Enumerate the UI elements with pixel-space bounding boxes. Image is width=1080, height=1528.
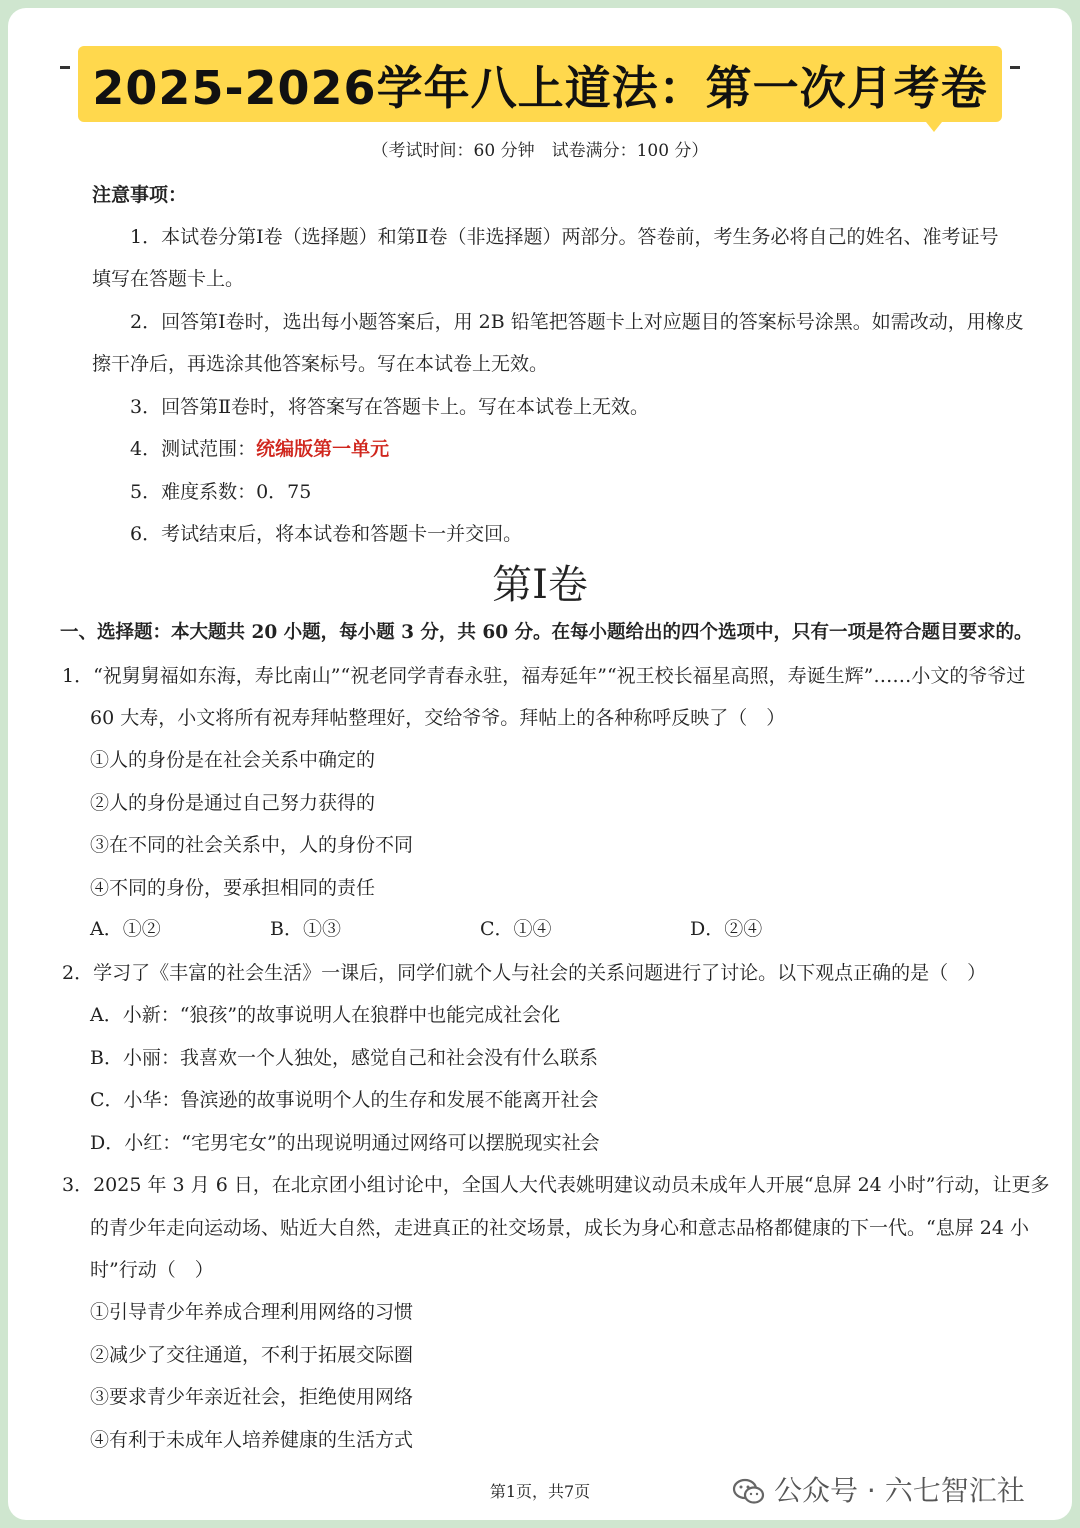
watermark bbox=[732, 1469, 1025, 1509]
q1-option-a: A．①② bbox=[90, 918, 161, 940]
wechat-icon bbox=[732, 1478, 766, 1506]
q1-stem-line-1: 1．“祝舅舅福如东海，寿比南山”“祝老同学青春永驻，福寿延年”“祝王校长福星高照，寿诞生辉”……小文的爷爷过 bbox=[62, 665, 1026, 687]
q2-option-d: D．小红：“宅男宅女”的出现说明通过网络可以摆脱现实社会 bbox=[90, 1132, 600, 1154]
q1-statement-3: ③在不同的社会关系中，人的身份不同 bbox=[90, 834, 414, 856]
q1-option-b: B．①③ bbox=[270, 918, 341, 940]
q2-option-a: A．小新：“狼孩”的故事说明人在狼群中也能完成社会化 bbox=[90, 1004, 561, 1026]
q1-statement-4: ④不同的身份，要承担相同的责任 bbox=[90, 877, 376, 899]
q1-statement-1: ①人的身份是在社会关系中确定的 bbox=[90, 749, 376, 771]
notice-item-2-line-1: 2．回答第Ⅰ卷时，选出每小题答案后，用 2B 铅笔把答题卡上对应题目的答案标号涂黑。如需改动，用橡皮 bbox=[130, 311, 1024, 333]
exam-time-info: （考试时间：60 分钟 试卷满分：100 分） bbox=[371, 141, 709, 161]
q3-stem-line-1: 3．2025 年 3 月 6 日，在北京团小组讨论中，全国人大代表姚明建议动员未成年人开展“息屏 24 小时”行动，让更多 bbox=[62, 1174, 1050, 1196]
test-range: 统编版第一单元 bbox=[256, 438, 390, 460]
exam-page bbox=[8, 8, 1072, 1520]
notice-item-4 bbox=[130, 434, 389, 461]
exam-title: 2025-2026学年八上道法：第一次月考卷 bbox=[78, 46, 1001, 122]
notice-item-4-prefix: 4．测试范围： bbox=[130, 438, 257, 460]
q3-statement-2: ②减少了交往通道，不利于拓展交际圈 bbox=[90, 1344, 414, 1366]
q3-stem-line-3: 时”行动（ ） bbox=[90, 1259, 214, 1281]
volume-title: 第Ⅰ卷 bbox=[492, 562, 588, 608]
title-area bbox=[8, 46, 1072, 122]
section-heading: 一、选择题：本大题共 20 小题，每小题 3 分，共 60 分。在每小题给出的四个选项中，只有一项是符合题目要求的。 bbox=[60, 622, 1033, 643]
q2-option-b: B．小丽：我喜欢一个人独处，感觉自己和社会没有什么联系 bbox=[90, 1047, 598, 1069]
q3-statement-4: ④有利于未成年人培养健康的生活方式 bbox=[90, 1429, 414, 1451]
page-number: 第1页，共7页 bbox=[489, 1482, 591, 1501]
q3-statement-1: ①引导青少年养成合理利用网络的习惯 bbox=[90, 1301, 414, 1323]
q1-stem-line-2: 60 大寿，小文将所有祝寿拜帖整理好，交给爷爷。拜帖上的各种称呼反映了（ ） bbox=[90, 707, 786, 729]
notice-item-6: 6．考试结束后，将本试卷和答题卡一并交回。 bbox=[130, 523, 523, 545]
notice-item-1-line-1: 1．本试卷分第Ⅰ卷（选择题）和第Ⅱ卷（非选择题）两部分。答卷前，考生务必将自己的姓名、准考证号 bbox=[130, 226, 999, 248]
q3-stem-line-2: 的青少年走向运动场、贴近大自然，走进真正的社交场景，成长为身心和意志品格都健康的下一代。“息屏 24 小 bbox=[90, 1217, 1029, 1239]
notice-item-1-line-2: 填写在答题卡上。 bbox=[92, 268, 245, 290]
notice-item-3: 3．回答第Ⅱ卷时，将答案写在答题卡上。写在本试卷上无效。 bbox=[130, 396, 650, 418]
notice-heading: 注意事项： bbox=[92, 184, 188, 206]
notice-item-5: 5．难度系数：0．75 bbox=[130, 481, 312, 503]
q2-stem: 2．学习了《丰富的社会生活》一课后，同学们就个人与社会的关系问题进行了讨论。以下观点正确的是（ ） bbox=[62, 962, 987, 984]
q2-option-c: C．小华：鲁滨逊的故事说明个人的生存和发展不能离开社会 bbox=[90, 1089, 599, 1111]
q3-statement-3: ③要求青少年亲近社会，拒绝使用网络 bbox=[90, 1386, 414, 1408]
q1-option-c: C．①④ bbox=[480, 918, 552, 940]
notice-item-2-line-2: 擦干净后，再选涂其他答案标号。写在本试卷上无效。 bbox=[92, 353, 549, 375]
watermark-text: 公众号 · 六七智汇社 bbox=[774, 1474, 1025, 1507]
q1-option-d: D．②④ bbox=[690, 918, 763, 940]
q1-statement-2: ②人的身份是通过自己努力获得的 bbox=[90, 792, 376, 814]
